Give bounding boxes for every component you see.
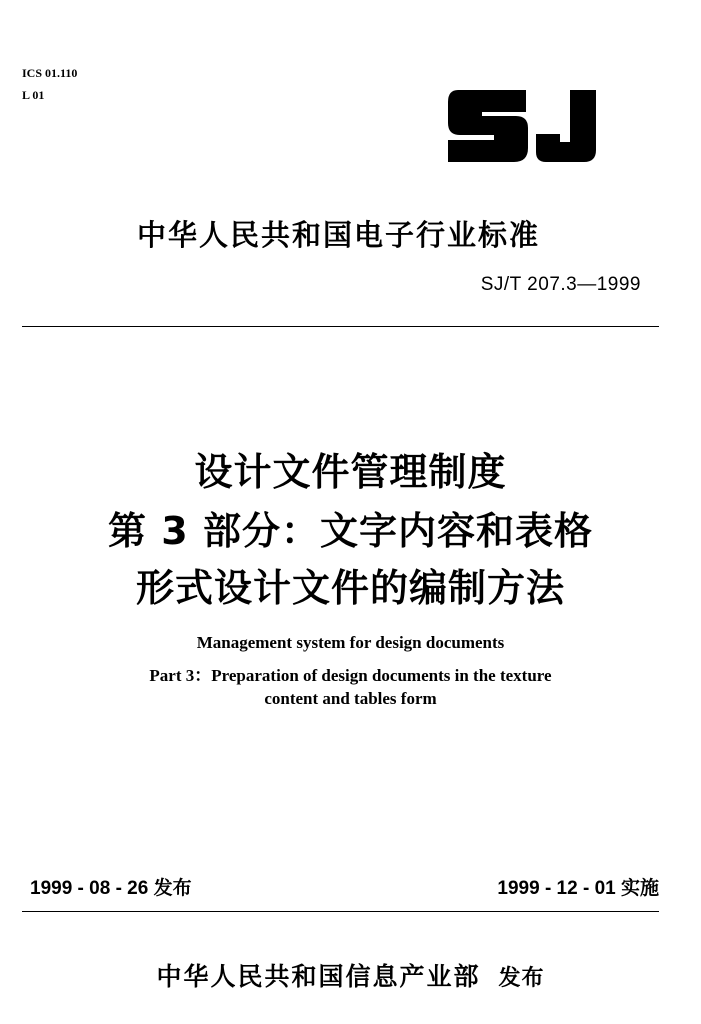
- title-cn-line2: 第 3 部分：文字内容和表格: [108, 509, 593, 553]
- standard-number: SJ/T 207.3—1999: [480, 274, 641, 295]
- issuer-action: 发布: [498, 966, 545, 991]
- sj-logo: [444, 86, 604, 164]
- title-en-line1: Management system for design documents: [196, 633, 505, 652]
- logo-letter-s: [448, 90, 528, 162]
- standard-category: [0, 213, 701, 254]
- issuer-name: 中华人民共和国信息产业部: [156, 962, 481, 991]
- implementation-date: 1999 - 12 - 01 实施: [497, 878, 659, 899]
- classification-codes: [22, 62, 77, 106]
- title-cn-line1: 设计文件管理制度: [194, 450, 507, 494]
- issuing-authority: [0, 957, 701, 993]
- logo-letter-j: [536, 90, 596, 162]
- title-en-line2: Part 3：Preparation of design documents in the texture: [149, 666, 552, 685]
- top-divider: [22, 326, 659, 327]
- ics-code: ICS 01.110: [22, 66, 78, 80]
- title-en-line3: content and tables form: [264, 689, 437, 708]
- issue-date: 1999 - 08 - 26 发布: [30, 878, 192, 899]
- title-cn-line3: 形式设计文件的编制方法: [135, 566, 565, 610]
- bottom-divider: [22, 911, 659, 912]
- class-code: L 01: [22, 88, 45, 102]
- standard-category-text: 中华人民共和国电子行业标准: [136, 218, 540, 252]
